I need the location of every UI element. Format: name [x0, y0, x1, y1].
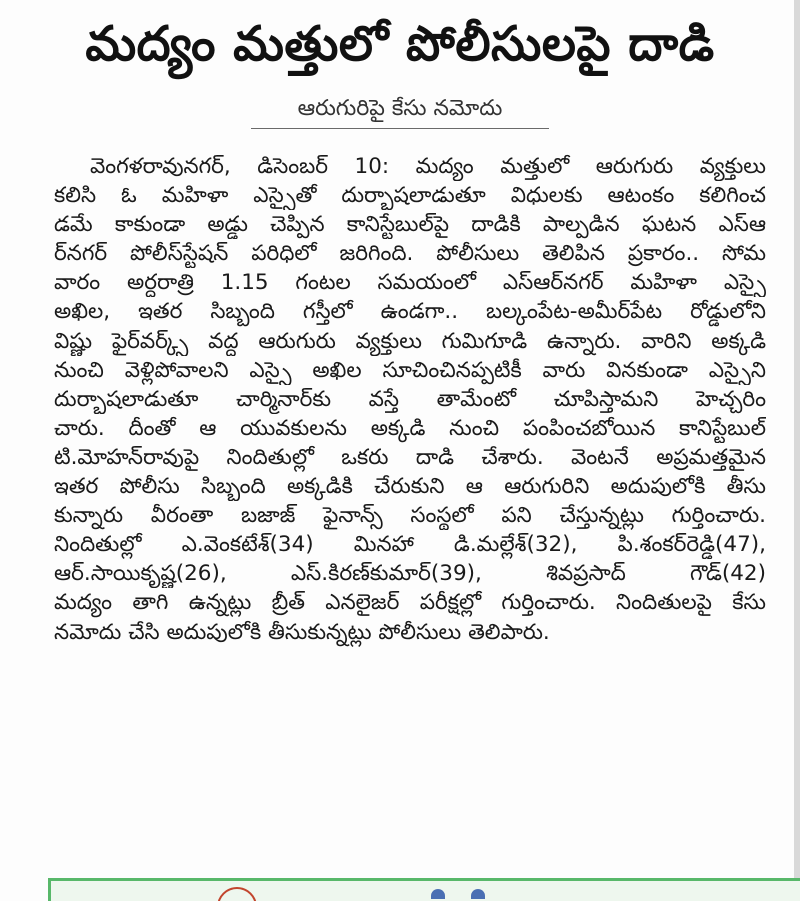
ad-graphic-icon — [471, 889, 485, 899]
article-line: మద్యం తాగి ఉన్నట్లు బ్రీత్ ఎనలైజర్ పరీక్షల్లో గుర్తించారు. నిందితులపై కేసు — [54, 590, 766, 616]
article-line: కున్నారు వీరంతా బజాజ్ ఫైనాన్స్ సంస్థలో పని చేస్తున్నట్లు గుర్తించారు. — [54, 503, 766, 529]
article-line: కలిసి ఓ మహిళా ఎస్సైతో దుర్భాషలాడుతూ విధులకు ఆటంకం కలిగించ — [54, 183, 766, 209]
article-line: అఖిల, ఇతర సిబ్బంది గస్తీలో ఉండగా.. బల్కంపేట-అమీర్‌పేట రోడ్డులోని — [54, 299, 766, 325]
article-line: దుర్భాషలాడుతూ చార్మినార్‌కు వస్తే తామేంటో చూపిస్తామని హెచ్చరిం — [54, 386, 766, 412]
article-line: విష్ణు ఫైర్‌వర్క్స్ వద్ద ఆరుగురు వ్యక్తులు గుమిగూడి ఉన్నారు. వారిని అక్కడి — [54, 328, 766, 354]
article-subheadline-block — [250, 94, 550, 129]
article-line: ర్‌నగర్ పోలీస్‌స్టేషన్ పరిధిలో జరిగింది. పోలీసులు తెలిపిన ప్రకారం.. సోమ — [54, 241, 766, 267]
article-line: డమే కాకుండా అడ్డు చెప్పిన కానిస్టేబుల్‌పై దాడికి పాల్పడిన ఘటన ఎస్‌ఆ — [54, 212, 766, 238]
advertisement-strip — [48, 878, 800, 901]
article-line: ఆర్.సాయికృష్ణ(26), ఎస్.కిరణ్‌కుమార్(39), శివప్రసాద్ గౌడ్(42) — [54, 561, 766, 587]
article-line: చారు. దీంతో ఆ యువకులను అక్కడి నుంచి పంపించబోయిన కానిస్టేబుల్ — [54, 415, 766, 441]
article-line: నమోదు చేసి అదుపులోకి తీసుకున్నట్లు పోలీసులు తెలిపారు. — [54, 619, 550, 645]
article-body — [54, 152, 766, 647]
article-headline: మద్యం మత్తులో పోలీసులపై దాడి — [85, 16, 715, 72]
article-line: ఇతర పోలీసు సిబ్బంది అక్కడికి చేరుకుని ఆ ఆరుగురిని అదుపులోకి తీసు — [54, 474, 766, 500]
emblem-icon — [217, 887, 257, 901]
article-subheadline: ఆరుగురిపై కేసు నమోదు — [297, 96, 503, 121]
ad-graphic-icon — [431, 889, 445, 899]
subheadline-underline — [251, 128, 549, 129]
article-line: నుంచి వెళ్లిపోవాలని ఎస్సై అఖిల సూచించినప్పటికీ వారు వినకుండా ఎస్సైని — [54, 357, 766, 383]
page-edge-shadow — [794, 0, 800, 901]
article-line: వెంగళరావునగర్, డిసెంబర్ 10: మద్యం మత్తులో ఆరుగురు వ్యక్తులు — [90, 154, 766, 179]
article-line: వారం అర్ధరాత్రి 1.15 గంటల సమయంలో ఎస్‌ఆర్‌నగర్ మహిళా ఎస్సై — [54, 270, 766, 296]
article-line: నిందితుల్లో ఎ.వెంకటేశ్(34) మినహా డి.మల్లేశ్(32), పి.శంకర్‌రెడ్డి(47), — [54, 532, 766, 558]
article-line: టి.మోహన్‌రావుపై నిందితుల్లో ఒకరు దాడి చేశారు. వెంటనే అప్రమత్తమైన — [54, 444, 766, 470]
